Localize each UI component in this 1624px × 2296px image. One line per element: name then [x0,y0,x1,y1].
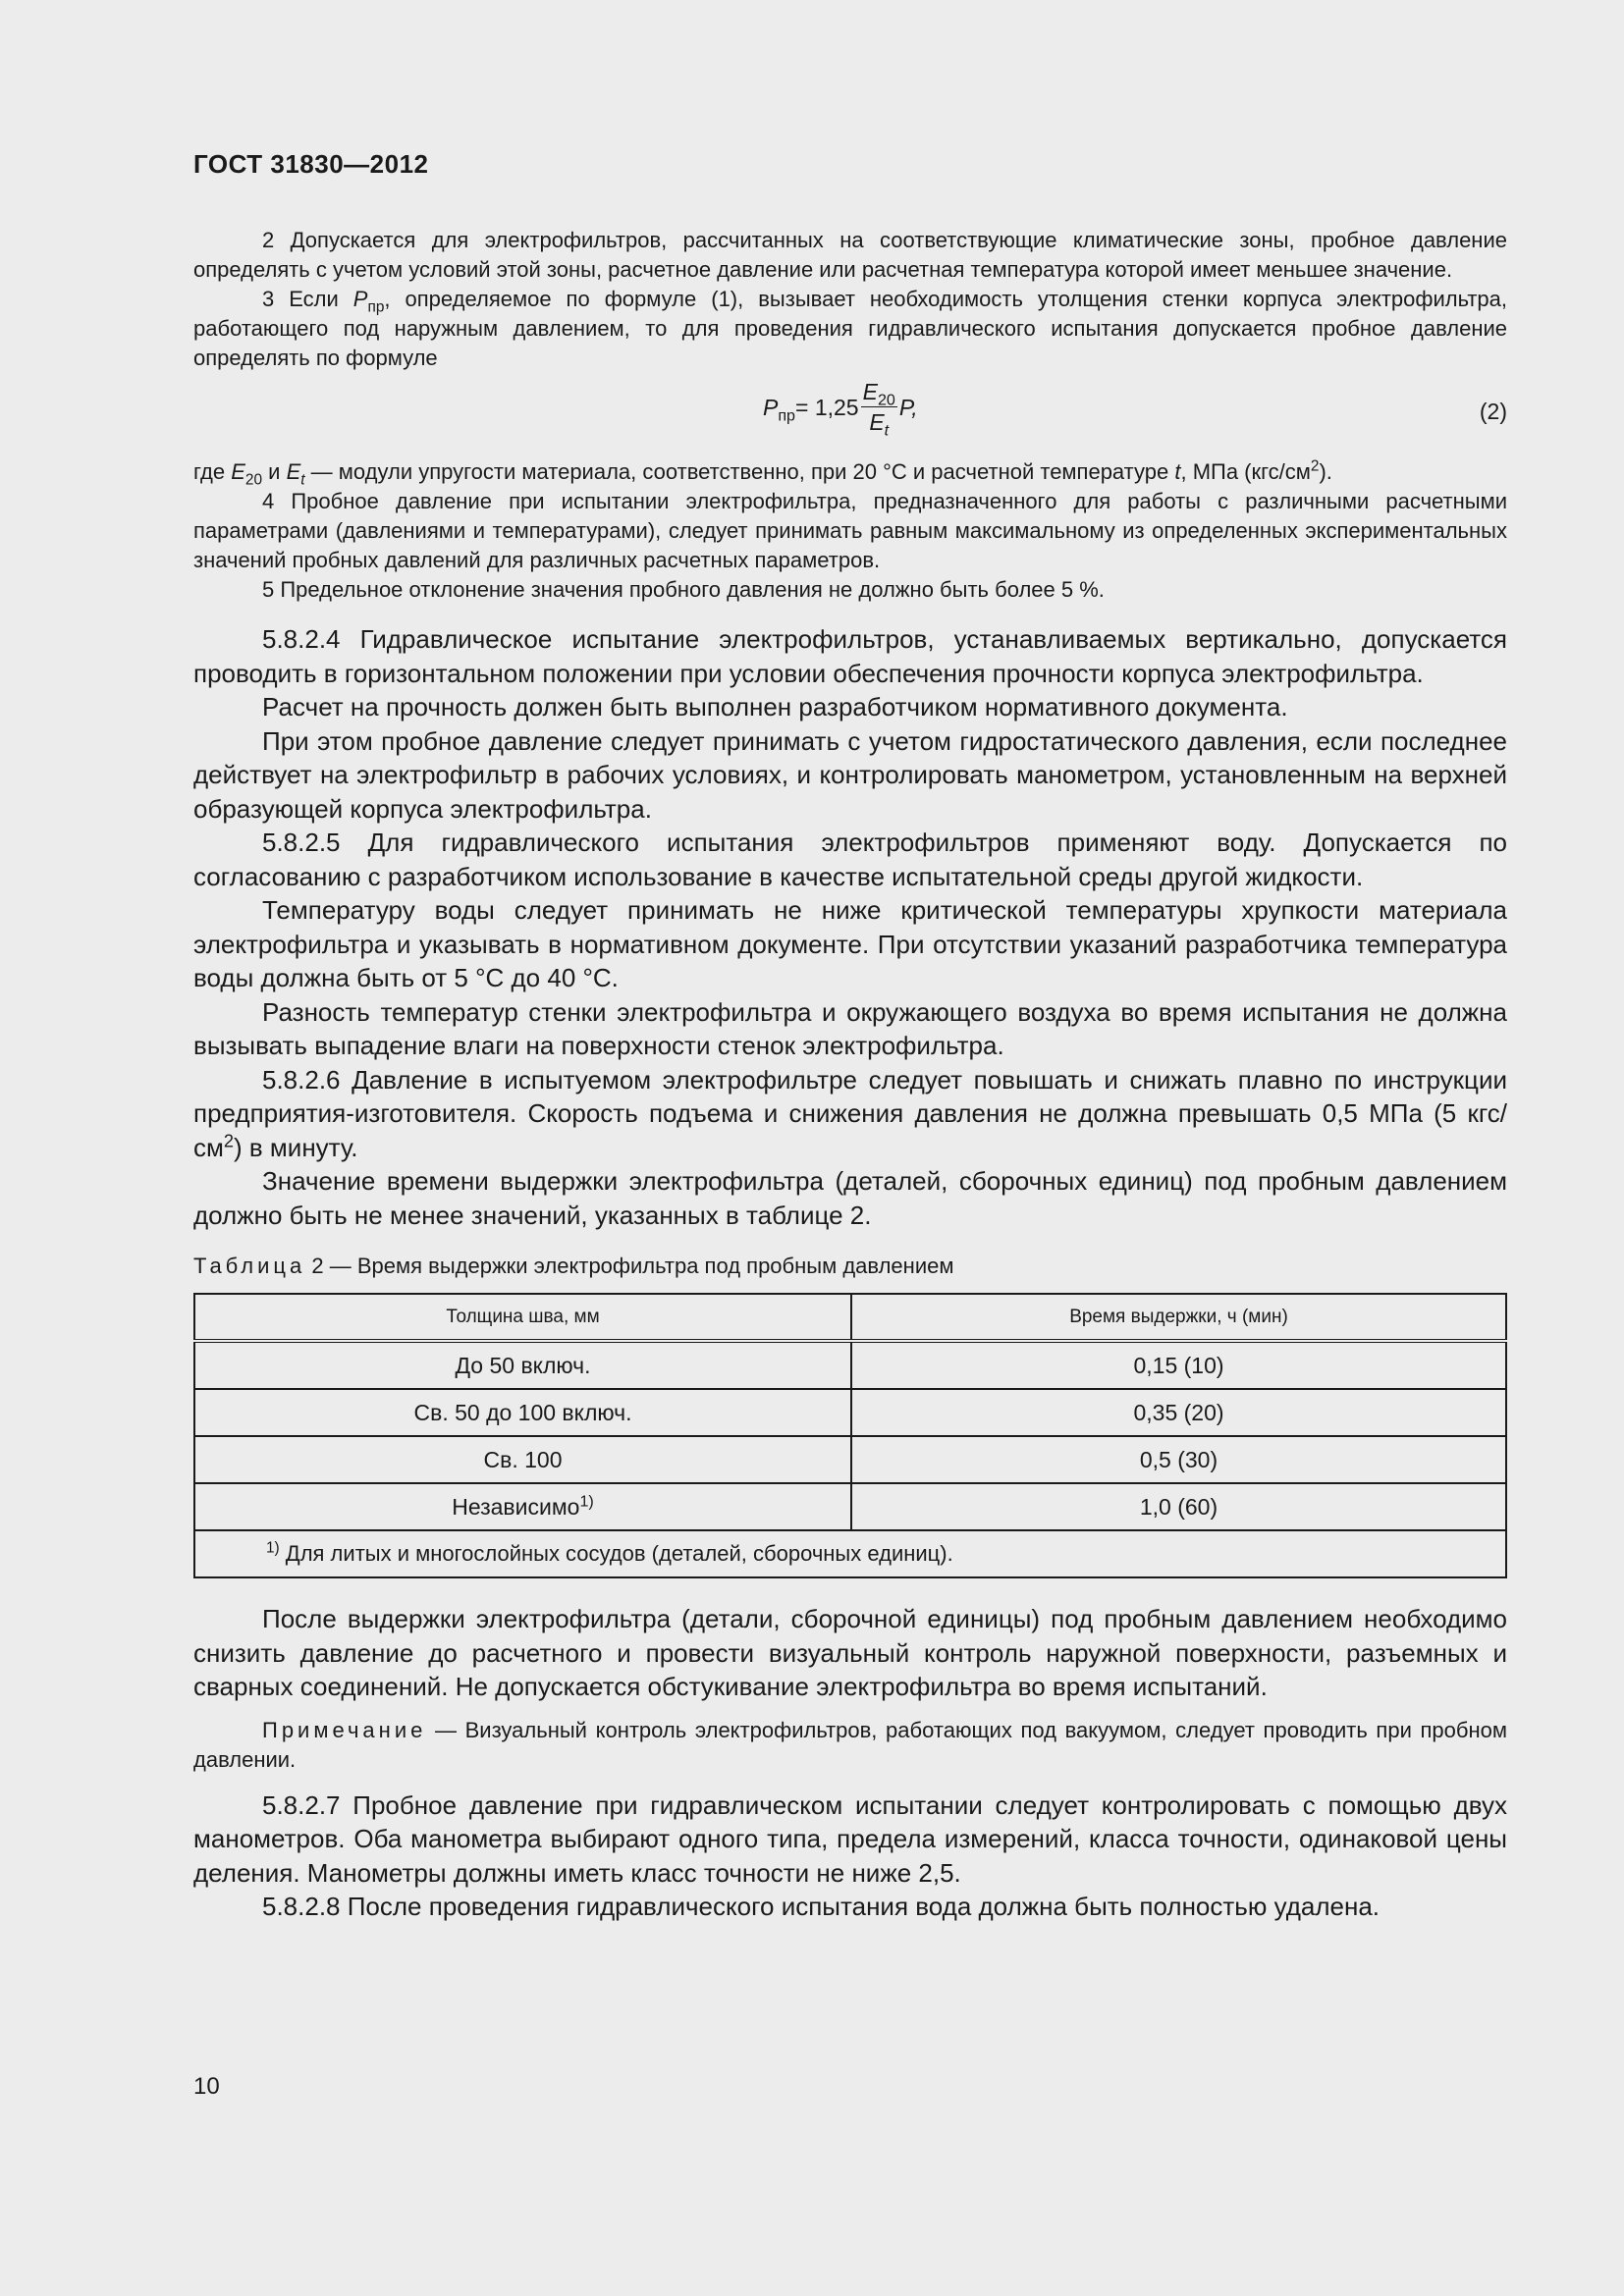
table-footnote-row [194,1530,1506,1577]
formula-fraction: $\frac{E_{20}}{E_t}$ [862,379,895,440]
formula-number: (2) [1479,399,1507,424]
column-header: Время выдержки, ч (мин) [851,1294,1506,1341]
paragraph: Значение времени выдержки электрофильтра (деталей, сборочных единиц) под пробным давлением должно быть не менее значений, указанных в таблице 2. [193,1166,1507,1230]
table-row: Св. 100 0,5 (30) [194,1436,1506,1483]
formula-2 [193,375,1507,454]
note-block: Примечание — Визуальный контроль электрофильтров, работающих под вакуумом, следует проводить при пробном давлении. [193,1717,1507,1772]
formula-where: где $E_{20}$ и $E_t$ — модули упругости материала, соответственно, при 20 °С и расчетной температуре t, МПа $(кгс/см^2)$. [193,457,1332,489]
paragraph: После выдержки электрофильтра (детали, сборочной единицы) под пробным давлением необходимо снизить давление до расчетного и провести визуальный контроль наружной поверхности, разъемных и сварных соединений. Не допускается обстукивание электрофильтра во время испытаний. [193,1604,1507,1701]
page-number: 10 [193,2073,220,2100]
note-4: 4 Пробное давление при испытании электрофильтра, предназначенного для работы с различными расчетными параметрами (давлениями и температурами), следует принимать равным максимальному из определенных экспериментальных значений пробных давлений для различных расчетных параметров. [193,489,1507,572]
note-5: 5 Предельное отклонение значения пробного давления не должно быть более 5 %. [262,577,1105,602]
paragraph: 5.8.2.8 После проведения гидравлического испытания вода должна быть полностью удалена. [262,1892,1380,1921]
paragraph-5826: 5.8.2.6 Давление в испытуемом электрофильтре следует повышать и снижать плавно по инструкции предприятия-изготовителя. Скорость подъема и снижения давления не должна превышать 0,5 МПа (5 кгс/$см^2$) в минуту. [193,1064,1507,1162]
note-3: 3 Если $P_{пр}$, определяемое по формуле (1), вызывает необходимость утолщения стенки корпуса электрофильтра, работающего под наружным давлением, то для проведения гидравлического испытания допускается пробное давление определять по формуле [193,287,1508,370]
paragraph: Разность температур стенки электрофильтра и окружающего воздуха во время испытания не должна вызывать выпадение влаги на поверхности стенок электрофильтра. [193,996,1507,1060]
notes-block [193,226,1507,605]
column-header: Толщина шва, мм [194,1294,851,1341]
paragraph: 5.8.2.5 Для гидравлического испытания электрофильтров применяют воду. Допускается по согласованию с разработчиком использование в качестве испытательной среды другой жидкости. [193,828,1507,891]
formula-expression: $P_{пр}$ = 1,25 $\frac{E_{20}}{E_t}$ P, [763,379,918,440]
document-body [193,226,1507,1924]
paragraph: Расчет на прочность должен быть выполнен разработчиком нормативного документа. [262,692,1288,721]
main-text-3 [193,1789,1507,1924]
table-row: До 50 включ. 0,15 (10) [194,1341,1506,1389]
table-header-row [194,1294,1506,1341]
paragraph: 5.8.2.7 Пробное давление при гидравлическом испытании следует контролировать с помощью двух манометров. Оба манометра выбирают одного типа, предела измерений, класса точности, одинаковой цены деления. Манометры должны иметь класс точности не ниже 2,5. [193,1789,1507,1888]
table-footnote: $^{1)}$ Для литых и многослойных сосудов (деталей, сборочных единиц). [194,1530,1506,1577]
table-caption: Таблица 2 — Время выдержки электрофильтра под пробным давлением [193,1254,954,1278]
paragraph: 5.8.2.4 Гидравлическое испытание электрофильтров, устанавливаемых вертикально, допускается проводить в горизонтальном положении при условии обеспечения прочности корпуса электрофильтра. [193,624,1507,688]
main-text-1 [193,622,1507,1232]
document-header: ГОСТ 31830—2012 [193,149,429,179]
table-2 [193,1293,1507,1578]
table-row: Св. 50 до 100 включ. 0,35 (20) [194,1389,1506,1436]
paragraph: Температуру воды следует принимать не ниже критической температуры хрупкости материала электрофильтра и указывать в нормативном документе. При отсутствии указаний разработчика температура воды должна быть от 5 °С до 40 °С. [193,895,1507,992]
main-text-2 [193,1602,1507,1704]
note-2: 2 Допускается для электрофильтров, рассчитанных на соответствующие климатические зоны, пробное давление определять с учетом условий этой зоны, расчетное давление или расчетная температура которой имеет меньшее значение. [193,228,1507,282]
paragraph: При этом пробное давление следует принимать с учетом гидростатического давления, если последнее действует на электрофильтр в рабочих условиях, и контролировать манометром, установленным на верхней образующей корпуса электрофильтра. [193,725,1507,824]
table-row: Независимо$^{1)}$ 1,0 (60) [194,1483,1506,1530]
